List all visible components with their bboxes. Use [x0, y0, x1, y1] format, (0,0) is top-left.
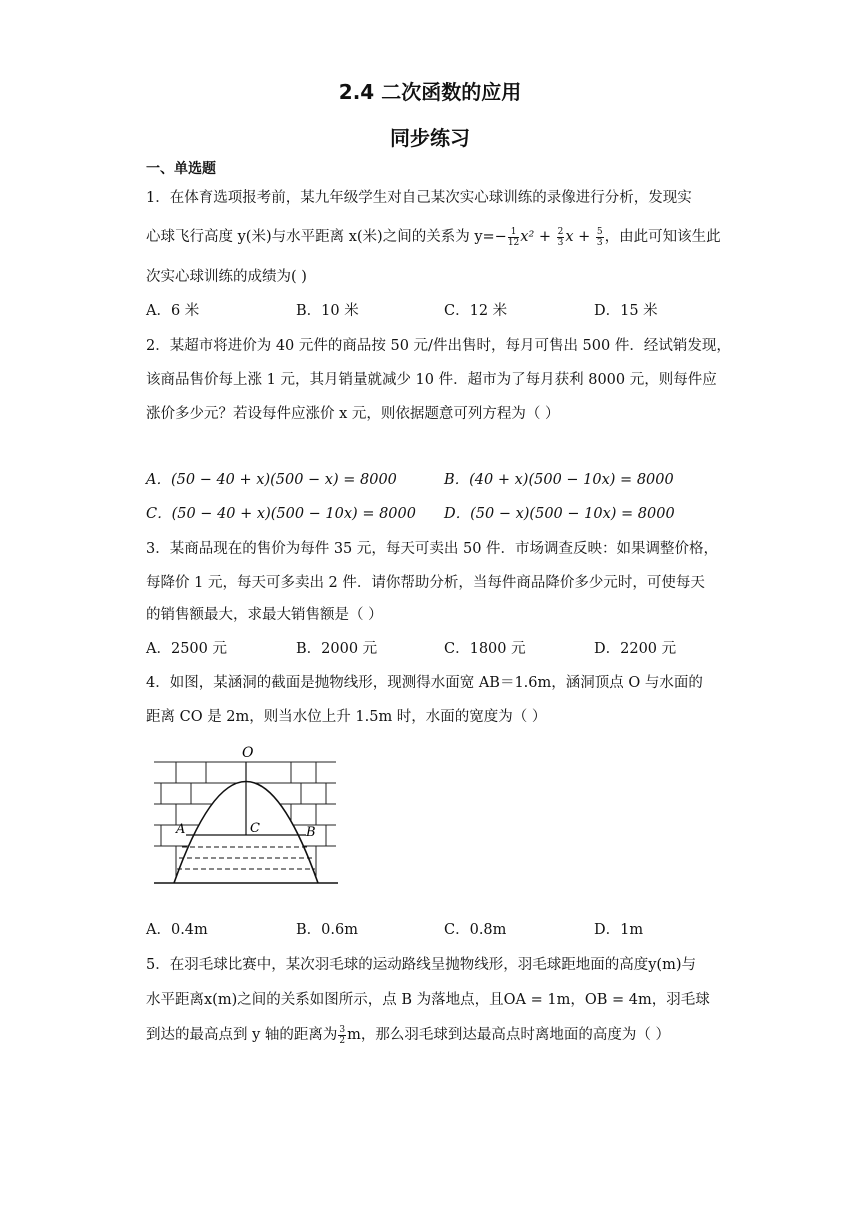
q4-option-b[interactable]: B．0.6m — [296, 922, 358, 938]
section-heading: 一、单选题 — [146, 161, 216, 177]
q5-fraction — [338, 1025, 346, 1046]
q1-fraction-1 — [508, 227, 519, 248]
q1-text-c: x + — [565, 229, 595, 245]
page-subtitle: 同步练习 — [390, 126, 470, 150]
q2-option-c[interactable]: C．(50 − 40 + x)(500 − 10x) = 8000 — [146, 506, 416, 522]
q5-line-1: 5．在羽毛球比赛中，某次羽毛球的运动路线呈抛物线形，羽毛球距地面的高度y(m)与 — [146, 957, 696, 973]
frac-den: 3 — [596, 237, 603, 248]
q1-option-d[interactable]: D．15 米 — [594, 303, 658, 319]
q1-line-3: 次实心球训练的成绩为( ) — [146, 269, 307, 285]
q1-option-c[interactable]: C．12 米 — [444, 303, 508, 319]
q1-line-2 — [146, 225, 721, 248]
q1-fraction-3 — [596, 227, 604, 248]
q4-line-2: 距离 CO 是 2m，则当水位上升 1.5m 时，水面的宽度为（ ） — [146, 709, 547, 725]
q1-text-a: 心球飞行高度 y(米)与水平距离 x(米)之间的关系为 y=− — [146, 229, 507, 245]
frac-den: 3 — [557, 237, 564, 248]
q3-option-d[interactable]: D．2200 元 — [594, 641, 677, 657]
q1-text-d: ，由此可知该生此 — [604, 229, 721, 245]
q4-line-1: 4．如图，某涵洞的截面是抛物线形，现测得水面宽 AB＝1.6m，涵洞顶点 O 与水面的 — [146, 675, 703, 691]
q5-line-3 — [146, 1023, 670, 1046]
q3-line-1: 3．某商品现在的售价为每件 35 元，每天可卖出 50 件．市场调查反映：如果调整价格， — [146, 541, 719, 557]
frac-den: 12 — [507, 237, 520, 248]
q4-option-c[interactable]: C．0.8m — [444, 922, 507, 938]
label-b: B — [306, 825, 316, 840]
q2-option-d[interactable]: D．(50 − x)(500 − 10x) = 8000 — [444, 506, 675, 522]
q3-line-3: 的销售额最大，求最大销售额是（ ） — [146, 607, 383, 623]
q2-line-2: 该商品售价每上涨 1 元，其月销量就减少 10 件．超市为了每月获利 8000 元，则每件应 — [146, 372, 717, 388]
q4-option-d[interactable]: D．1m — [594, 922, 644, 938]
frac-den: 2 — [339, 1035, 346, 1046]
q1-line-1: 1．在体育选项报考前，某九年级学生对自己某次实心球训练的录像进行分析，发现实 — [146, 190, 692, 206]
q3-option-a[interactable]: A．2500 元 — [146, 641, 227, 657]
q1-option-a[interactable]: A．6 米 — [146, 303, 200, 319]
frac-num: 3 — [339, 1024, 346, 1035]
q4-option-a[interactable]: A．0.4m — [146, 922, 208, 938]
page-title: 2.4 二次函数的应用 — [338, 80, 522, 104]
q1-option-b[interactable]: B．10 米 — [296, 303, 359, 319]
q2-option-a[interactable]: A．(50 − 40 + x)(500 − x) = 8000 — [146, 472, 397, 488]
q2-line-3: 涨价多少元？若设每件应涨价 x 元，则依据题意可列方程为（ ） — [146, 406, 560, 422]
q3-option-b[interactable]: B．2000 元 — [296, 641, 378, 657]
label-a: A — [176, 822, 186, 837]
q3-option-c[interactable]: C．1800 元 — [444, 641, 526, 657]
q1-fraction-2 — [557, 227, 565, 248]
q5-line-2: 水平距离x(m)之间的关系如图所示，点 B 为落地点，且OA = 1m，OB = 4m，羽毛球 — [146, 992, 710, 1008]
q5-text-b: m，那么羽毛球到达最高点时离地面的高度为（ ） — [347, 1027, 671, 1043]
q2-option-b[interactable]: B．(40 + x)(500 − 10x) = 8000 — [444, 472, 674, 488]
frac-num: 1 — [508, 227, 519, 238]
q1-text-b: x² + — [520, 229, 556, 245]
label-c: C — [250, 821, 260, 836]
culvert-figure — [146, 740, 346, 890]
frac-num: 2 — [557, 226, 564, 237]
q3-line-2: 每降价 1 元，每天可多卖出 2 件．请你帮助分析，当每件商品降价多少元时，可使每天 — [146, 575, 705, 591]
label-o: O — [242, 745, 254, 761]
q2-line-1: 2．某超市将进价为 40 元件的商品按 50 元/件出售时，每月可售出 500 件．经试销发现， — [146, 338, 731, 354]
q5-text-a: 到达的最高点到 y 轴的距离为 — [146, 1027, 338, 1043]
frac-num: 5 — [596, 226, 603, 237]
